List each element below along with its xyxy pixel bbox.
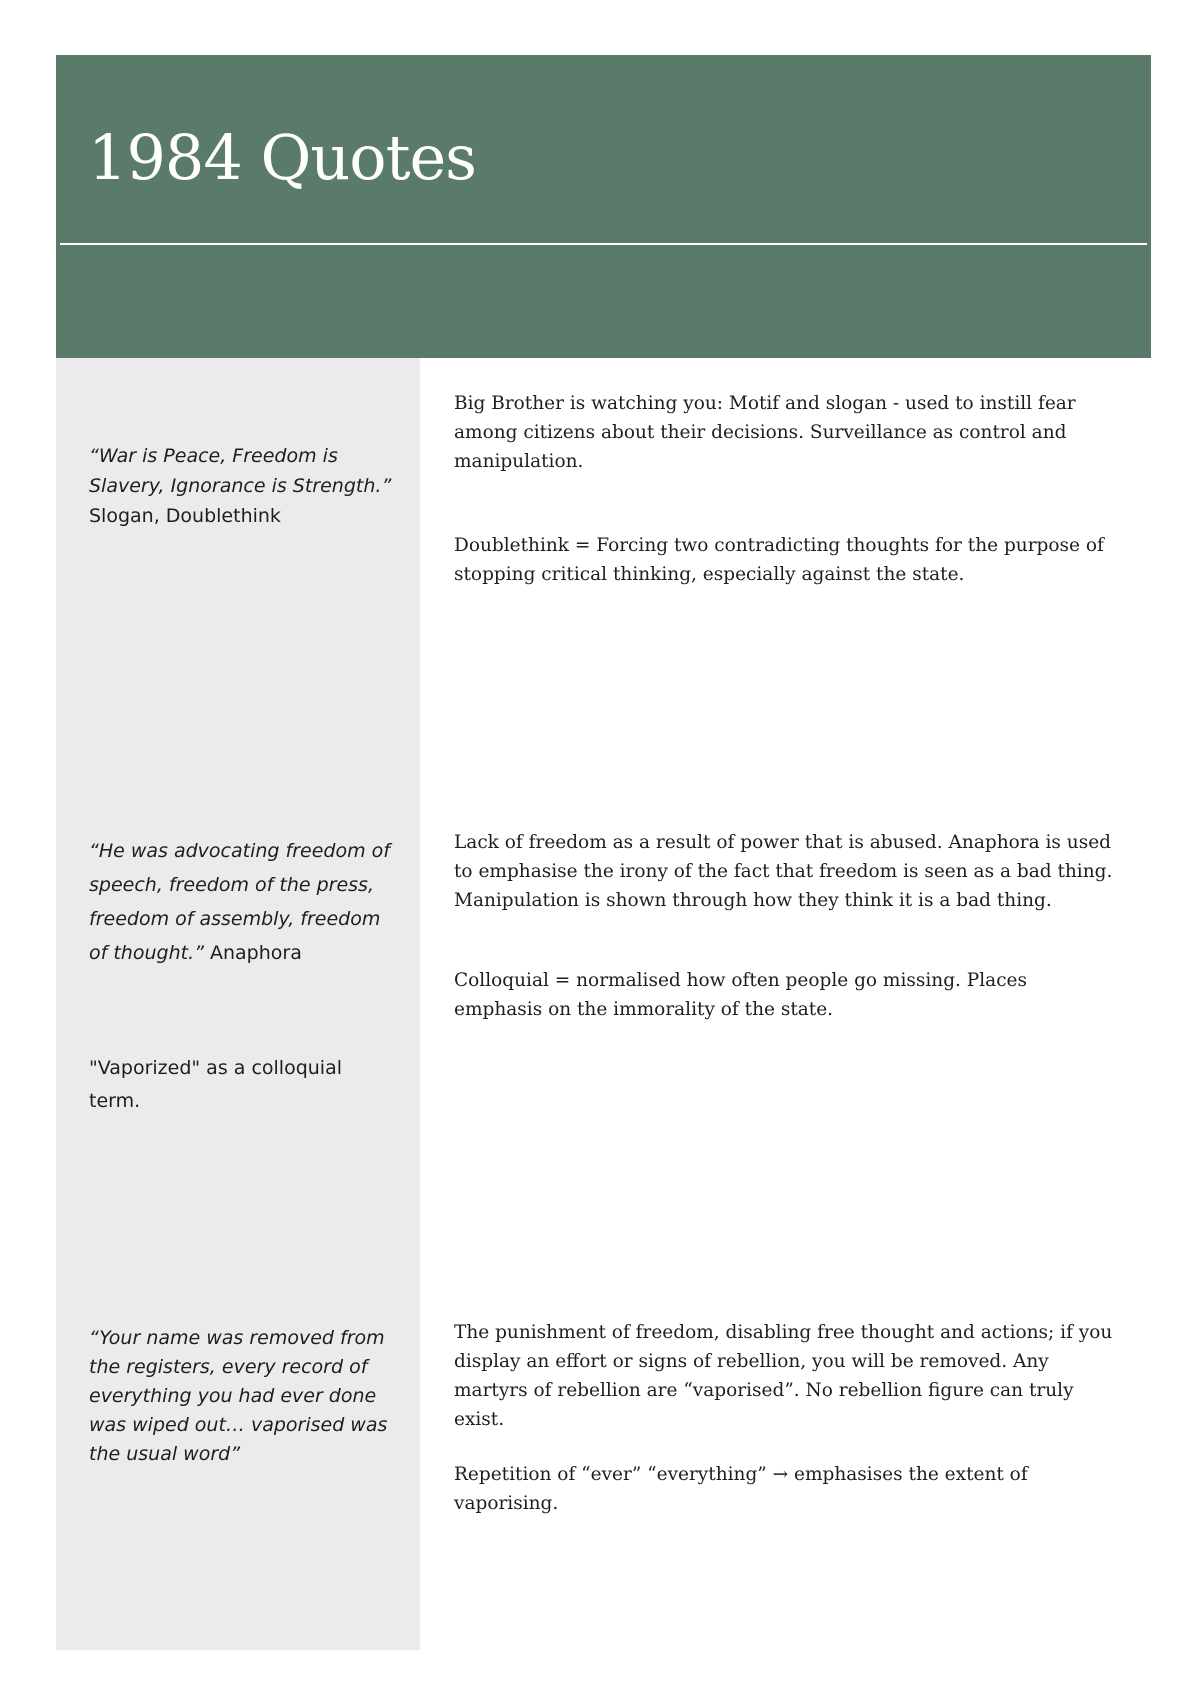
note-big-brother: Big Brother is watching you: Motif and slogan - used to instill fear among citizens about their decisions. Surveillance as control and manipulation. <box>454 393 1076 472</box>
quote-text: “He was advocating freedom of speech, freedom of the press, freedom of assembly, freedom of thought.” <box>89 840 390 964</box>
quote-label: Slogan, Doublethink <box>89 505 281 527</box>
note-lack-of-freedom: Lack of freedom as a result of power that is abused. Anaphora is used to emphasise the irony of the fact that freedom is seen as a bad thing. Manipulation is shown through how they think it is a bad thing. <box>454 832 1113 911</box>
header-divider <box>60 243 1147 245</box>
quote-war-is-peace <box>89 441 399 531</box>
page-header <box>56 55 1151 358</box>
quote-advocating-freedom <box>89 834 399 970</box>
note-colloquial: Colloquial = normalised how often people go missing. Places emphasis on the immorality of the state. <box>454 970 1028 1020</box>
note-repetition: Repetition of “ever” “everything” → emphasises the extent of vaporising. <box>454 1464 1028 1514</box>
page-title: 1984 Quotes <box>88 121 477 194</box>
quote-text: “Your name was removed from the registers, every record of everything you had ever done was wiped out… vaporised was the usual word” <box>89 1327 388 1465</box>
quote-vaporized-term: "Vaporized" as a colloquial term. <box>89 1057 343 1112</box>
note-doublethink: Doublethink = Forcing two contradicting thoughts for the purpose of stopping critical thinking, especially against the state. <box>454 535 1104 585</box>
quote-text: “War is Peace, Freedom is Slavery, Ignorance is Strength.” <box>89 445 392 497</box>
quote-label: Anaphora <box>210 942 302 964</box>
quote-name-removed <box>89 1324 399 1469</box>
note-punishment-of-freedom: The punishment of freedom, disabling free thought and actions; if you display an effort or signs of rebellion, you will be removed. Any martyrs of rebellion are “vaporised”. No rebellion figure can truly exist. <box>454 1322 1113 1430</box>
